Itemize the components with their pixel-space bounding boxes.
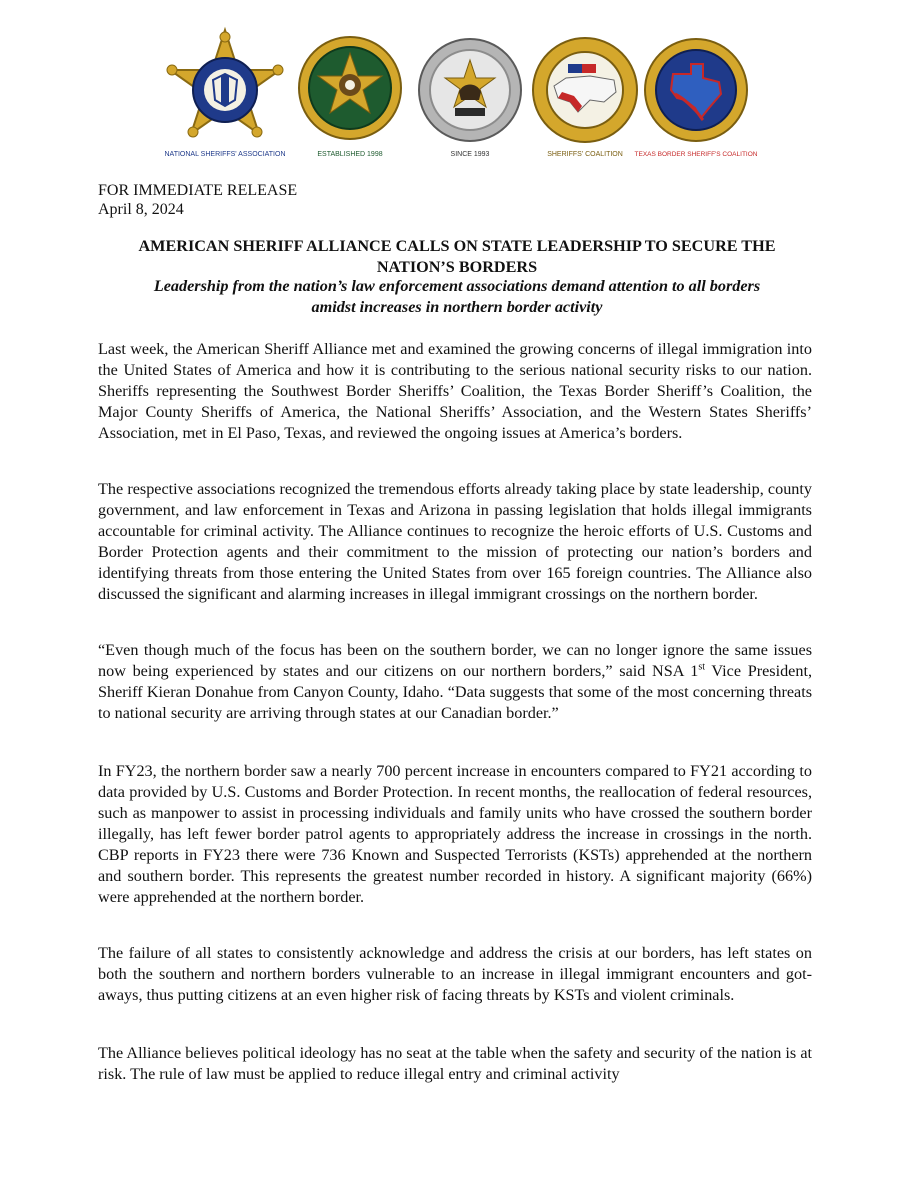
body-paragraph-3 [98, 640, 812, 724]
quote-part-2: Vice President, Sheriff Kieran Donahue from Canyon County, Idaho. “Data suggests that some of the most concerning threats to national security are arriving through states at our Canadian border.” [98, 662, 812, 722]
ordinal-superscript: st [698, 661, 706, 673]
subheadline [98, 276, 816, 318]
release-label: FOR IMMEDIATE RELEASE [98, 182, 298, 199]
body-paragraph-6: The Alliance believes political ideology has no seat at the table when the safety and security of the nation is at risk. The rule of law must be applied to reduce illegal entry and criminal activity [98, 1044, 812, 1083]
page-title [98, 236, 816, 278]
release-info [98, 181, 297, 219]
national-sheriffs-association-star-logo [165, 28, 285, 168]
association-logos [164, 28, 758, 168]
subheadline-line-1: Leadership from the nation’s law enforcement associations demand attention to all borders [153, 277, 761, 295]
major-county-sheriffs-of-america-logo [295, 28, 405, 168]
tbsc-logo-text: TEXAS BORDER SHERIFF'S COALITION [634, 151, 758, 158]
swbsc-logo-text: SHERIFFS' COALITION [547, 151, 623, 158]
headline-line-2: NATION’S BORDERS [376, 258, 538, 276]
texas-border-sheriffs-coalition-logo [634, 28, 758, 168]
quote-part-1: “Even though much of the focus has been on the southern border, we can no longer ignore the same issues now being experienced by states and our citizens on our northern borders,” said NSA 1 [98, 641, 812, 680]
headline-line-1: AMERICAN SHERIFF ALLIANCE CALLS ON STATE LEADERSHIP TO SECURE THE [138, 237, 776, 255]
southwestern-border-sheriffs-coalition-logo [530, 28, 640, 168]
mcsa-logo-text: ESTABLISHED 1998 [317, 151, 383, 158]
subheadline-line-2: amidst increases in northern border activity [311, 298, 603, 316]
nsa-logo-text: NATIONAL SHERIFFS' ASSOCIATION [164, 151, 286, 158]
body-paragraph-2: The respective associations recognized the tremendous efforts already taking place by state leadership, county government, and law enforcement in Texas and Arizona in passing legislation that holds illegal immigrants accountable for criminal activity. The Alliance continues to recognize the heroic efforts of U.S. Customs and Border Protection agents and their commitment to the mission of protecting our nation’s borders and identifying threats from those entering the United States from over 165 foreign countries. The Alliance also discussed the significant and alarming increases in illegal immigrant crossings on the northern border. [98, 480, 812, 603]
western-states-sheriffs-association-logo [415, 28, 525, 168]
body-paragraph-1: Last week, the American Sheriff Alliance met and examined the growing concerns of illegal immigration into the United States of America and how it is contributing to the serious national security risks to our nation. Sheriffs representing the Southwest Border Sheriffs’ Coalition, the Texas Border Sheriff’s Coalition, the Major County Sheriffs of America, the National Sheriffs’ Association, and the Western States Sheriffs’ Association, met in El Paso, Texas, and reviewed the ongoing issues at America’s borders. [98, 340, 812, 442]
body-paragraph-5: The failure of all states to consistently acknowledge and address the crisis at our borders, has left states on both the southern and northern borders vulnerable to an increase in illegal immigrant encounters and got-aways, thus putting citizens at an even higher risk of facing threats by KSTs and violent criminals. [98, 944, 812, 1004]
body-paragraph-4: In FY23, the northern border saw a nearly 700 percent increase in encounters compared to FY21 according to data provided by U.S. Customs and Border Protection. In recent months, the reallocation of federal resources, such as manpower to assist in processing individuals and family units who have crossed the southern border illegally, has left fewer border patrol agents to appropriately address the increase in crossings in the north. CBP reports in FY23 there were 736 Known and Suspected Terrorists (KSTs) apprehended at the northern and southern border. This represents the greatest number recorded in history. A significant majority (66%) were apprehended at the northern border. [98, 762, 812, 906]
release-date: April 8, 2024 [98, 201, 184, 218]
wssa-logo-text: SINCE 1993 [450, 151, 490, 158]
